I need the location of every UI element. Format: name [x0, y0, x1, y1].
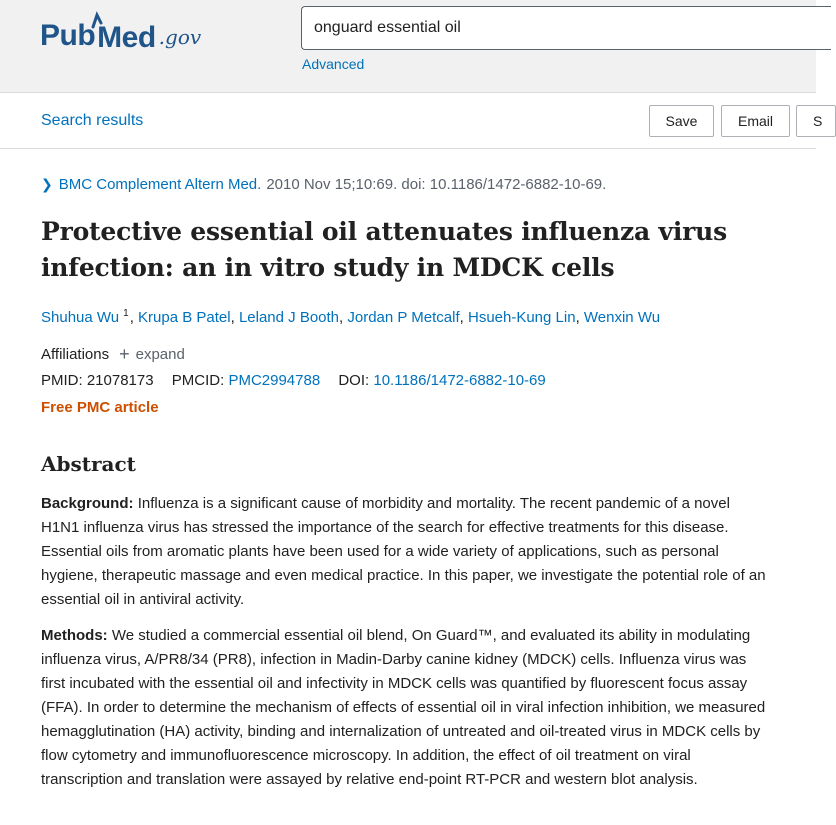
author-link[interactable]: Hsueh-Kung Lin [467, 309, 576, 326]
background-label: Background: [41, 495, 134, 512]
author-link[interactable]: Jordan P Metcalf [347, 309, 460, 326]
site-header [0, 0, 816, 93]
abstract-background [41, 492, 766, 612]
article-identifiers [41, 372, 546, 389]
search-results-link[interactable]: Search results [41, 112, 144, 129]
pubmed-logo[interactable] [40, 3, 202, 54]
affiliations-row [41, 345, 185, 363]
background-text: Influenza is a significant cause of morbidity and mortality. The recent pandemic of a novel H1N1 influenza virus has stressed the importance of the search for effective treatments for this disease. Essential oils from aromatic plants have been used for a wide variety of applications, such as personal hygiene, therapeutic massage and even medical practice. In this paper, we investigate the potential role of an essential oil in antiviral activity. [41, 495, 766, 608]
logo-gov: .gov [158, 25, 202, 49]
author-list: Shuhua Wu $^1$, Krupa B Patel, Leland J Booth, Jordan P Metcalf, Hsueh-Kung Lin, Wenxin Wu [41, 308, 661, 326]
results-toolbar [0, 93, 823, 149]
free-pmc-badge: Free PMC article [41, 399, 159, 416]
expand-affiliations-button[interactable] [119, 345, 185, 363]
logo-pub: Pub [40, 19, 96, 52]
methods-text: We studied a commercial essential oil blend, On Guard™, and evaluated its ability in modulating influenza virus, A/PR8/34 (PR8), infection in Madin-Darby canine kidney (MDCK) cells. Influenza virus was first incubated with the essential oil and infectivity in MDCK cells was quantified by fluorescent focus assay (FFA). In order to determine the mechanism of effects of essential oil in viral infection inhibition, we measured hemagglutination (HA) activity, binding and internalization of untreated and oil-treated virus in MDCK cells by flow cytometry and immunofluorescence microscopy. In addition, the effect of oil treatment on viral transcription and translation were assayed by relative end-point RT-PCR and western blot analysis. [41, 627, 766, 788]
plus-icon: + [119, 344, 130, 364]
logo-med-box [97, 23, 156, 53]
expand-label: expand [135, 345, 185, 363]
affiliations-label: Affiliations [41, 345, 110, 363]
affiliation-marker[interactable]: 1 [123, 308, 129, 319]
methods-label: Methods: [41, 627, 108, 644]
pmid-label: PMID: [41, 372, 83, 389]
pmcid-link[interactable]: PMC2994788 [228, 372, 321, 389]
abstract-heading: Abstract [41, 452, 136, 476]
search-input-value: onguard essential oil [314, 19, 461, 36]
advanced-search-link[interactable]: Advanced [302, 56, 365, 72]
email-button[interactable]: Email [721, 105, 790, 137]
citation-details: 2010 Nov 15;10:69. doi: 10.1186/1472-6882-10-69. [266, 176, 607, 193]
author-link[interactable]: Leland J Booth [238, 309, 340, 326]
chevron-right-icon[interactable]: ❯ [41, 176, 53, 192]
logo-med: Med [97, 21, 156, 54]
journal-citation [41, 176, 606, 193]
abstract-methods [41, 624, 766, 792]
pmid-value: 21078173 [86, 372, 154, 389]
logo-swoosh-icon [91, 13, 111, 29]
send-to-button[interactable]: S [796, 105, 836, 137]
search-input[interactable] [301, 6, 831, 50]
author-link[interactable]: Wenxin Wu [583, 309, 661, 326]
pmcid-label: PMCID: [171, 372, 225, 389]
article-title: Protective essential oil attenuates influenza virus infection: an in vitro study in MDCK cells [41, 217, 727, 282]
doi-link[interactable]: 10.1186/1472-6882-10-69 [373, 372, 546, 389]
journal-name-link[interactable]: BMC Complement Altern Med. [58, 176, 262, 193]
save-button[interactable]: Save [649, 105, 714, 137]
author-link[interactable]: Krupa B Patel [138, 309, 231, 326]
author-link[interactable]: Shuhua Wu [41, 309, 120, 326]
doi-label: DOI: [338, 372, 370, 389]
